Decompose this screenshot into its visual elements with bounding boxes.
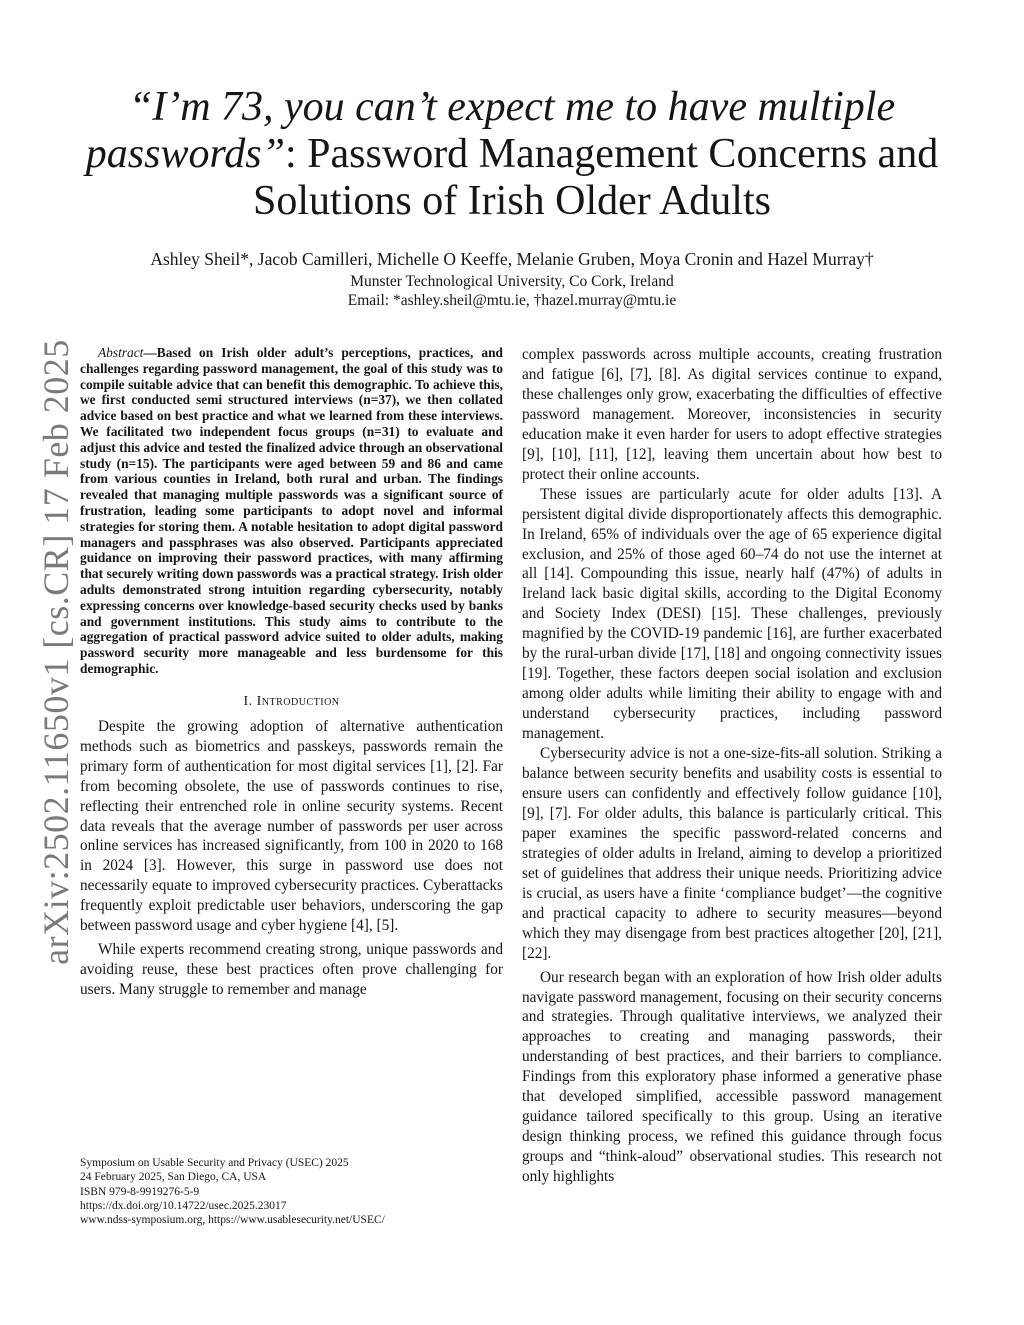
abstract-label: Abstract	[98, 345, 144, 360]
title-subtitle: : Password Management Concerns and Solutions of Irish Older Adults	[252, 131, 939, 224]
abstract-text: —Based on Irish older adult’s perceptions, practices, and challenges regarding password management, the goal of this study was to compile suitable advice that can benefit this demographic. To achieve this, we first conducted semi structured interviews (n=37), we then collated advice based on best practice and what we learned from these interviews. We facilitated two independent focus groups (n=31) to evaluate and adjust this advice and tested the finalized advice through an observational study (n=15). The participants were aged between 59 and 86 and came from various counties in Ireland, both rural and urban. The findings revealed that managing multiple passwords was a significant source of frustration, leading some participants to adopt novel and informal strategies for storing them. A notable hesitation to adopt digital password managers and passphrases was also observed. Participants appreciated guidance on improving their password practices, with many affirming that securely writing down passwords was a practical strategy. Irish older adults demonstrated strong intuition regarding cybersecurity, notably expressing concerns over knowledge-based security checks used by banks and government institutions. This study aims to contribute to the aggregation of practical password advice suited to older adults, making password security more manageable and less burdensome for this demographic.	[80, 345, 503, 676]
footnote-line: ISBN 979-8-9919276-5-9	[80, 1185, 200, 1198]
paper-title	[80, 84, 944, 225]
author-list: Ashley Sheil*, Jacob Camilleri, Michelle O Keeffe, Melanie Gruben, Moya Cronin and Hazel Murray†	[150, 249, 874, 269]
intro-paragraph: These issues are particularly acute for older adults [13]. A persistent digital divide disproportionately affects this demographic. In Ireland, 65% of individuals over the age of 65 experience digital exclusion, and 25% of those aged 60–74 do not use the internet at all [14]. Compounding this issue, nearly half (47%) of adults in Ireland lack basic digital skills, according to the Digital Economy and Society Index (DESI) [15]. These challenges, previously magnified by the COVID-19 pandemic [16], are further exacerbated by the rural-urban divide [17], [18] and ongoing connectivity issues [19]. Together, these factors deepen social isolation and exclusion among older adults while limiting their ability to engage with and understand cybersecurity practices, including password management.	[522, 485, 942, 743]
footnote-line: www.ndss-symposium.org, https://www.usablesecurity.net/USEC/	[80, 1214, 385, 1227]
intro-paragraph: Despite the growing adoption of alternative authentication methods such as biometrics and passkeys, passwords remain the primary form of authentication for most digital services [1], [2]. Far from becoming obsolete, the use of passwords continues to rise, reflecting their entrenched role in online security systems. Recent data reveals that the average number of passwords per user across online services has increased significantly, from 100 in 2020 to 168 in 2024 [3]. However, this surge in password use does not necessarily equate to improved cybersecurity practices. Cyberattacks frequently exploit predictable user behaviors, underscoring the gap between password usage and cyber hygiene [4], [5].	[80, 717, 503, 935]
conference-footnote	[80, 1156, 503, 1227]
footnote-line: 24 February 2025, San Diego, CA, USA	[80, 1171, 267, 1184]
title-quote: “I’m 73, you can’t expect me to have multiple passwords”	[85, 84, 896, 177]
footnote-line: https://dx.doi.org/10.14722/usec.2025.23017	[80, 1199, 287, 1212]
footnote-line: Symposium on Usable Security and Privacy (USEC) 2025	[80, 1157, 349, 1169]
right-column	[522, 345, 942, 1187]
abstract	[80, 345, 503, 677]
arxiv-identifier: arXiv:2502.11650v1 [cs.CR] 17 Feb 2025	[36, 339, 76, 965]
intro-paragraph: complex passwords across multiple accounts, creating frustration and fatigue [6], [7], [8]. As digital services continue to expand, these challenges only grow, exacerbating the difficulties of effective password management. Moreover, inconsistencies in security education make it even harder for users to adopt effective strategies [9], [10], [11], [12], leaving them uncertain about how best to protect their online accounts.	[522, 346, 942, 483]
left-column	[80, 345, 503, 1000]
intro-paragraph: While experts recommend creating strong, unique passwords and avoiding reuse, these best practices often prove challenging for users. Many struggle to remember and manage	[80, 941, 503, 999]
section-heading-introduction: I. Introduction	[243, 693, 340, 709]
intro-paragraph: Cybersecurity advice is not a one-size-fits-all solution. Striking a balance between security benefits and usability costs is essential to ensure users can confidently and effectively follow guidance [10], [9], [7]. For older adults, this balance is particularly critical. This paper examines the specific password-related concerns and strategies of older adults in Ireland, aiming to develop a prioritized set of guidelines that address their unique needs. Prioritizing advice is crucial, as users have a finite ‘compliance budget’—the cognitive and practical capacity to adhere to security measures—beyond which they may disengage from best practices altogether [20], [21], [22].	[522, 745, 942, 962]
author-emails: Email: *ashley.sheil@mtu.ie, †hazel.murray@mtu.ie	[347, 292, 677, 309]
intro-paragraph: Our research began with an exploration of how Irish older adults navigate password management, focusing on their security concerns and strategies. Through qualitative interviews, we analyzed their approaches to creating and managing passwords, their understanding of best practices, and their barriers to compliance. Findings from this exploratory phase informed a generative phase that developed simplified, accessible password management guidance tailored specifically to this group. Using an iterative design thinking process, we refined this guidance through focus groups and “think-aloud” observational studies. This research not only highlights	[522, 968, 942, 1186]
affiliation: Munster Technological University, Co Cork, Ireland	[350, 273, 674, 290]
